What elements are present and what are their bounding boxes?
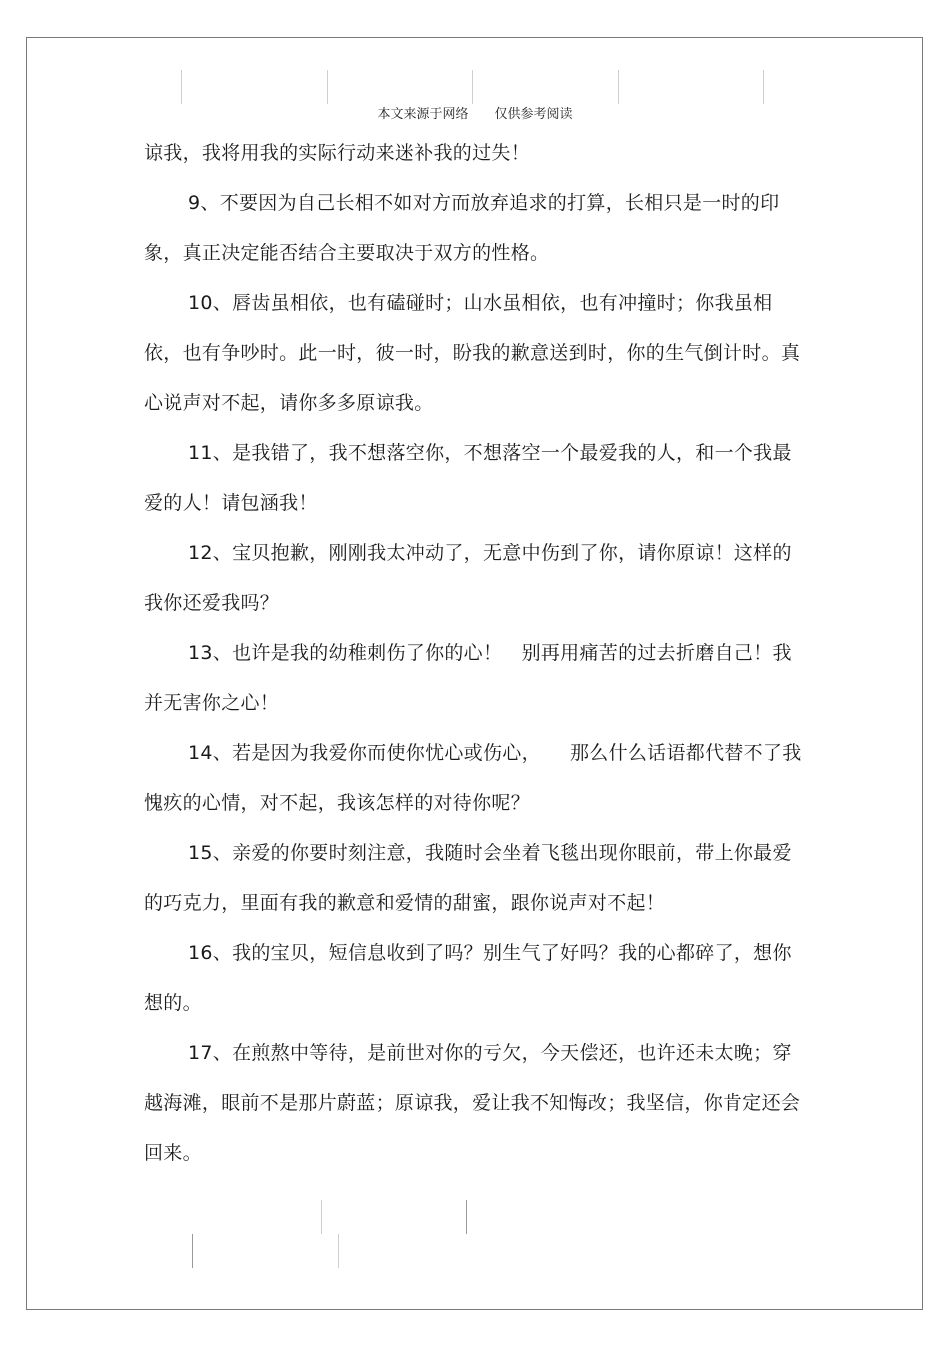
- paragraph: 10、唇齿虽相依，也有磕碰时；山水虽相依，也有冲撞时；你我虽相依，也有争吵时。此一时，彼一时，盼我的歉意送到时，你的生气倒计时。真心说声对不起，请你多多原谅我。: [144, 292, 801, 414]
- paragraph: 14、若是因为我爱你而使你忧心或伤心， 那么什么话语都代替不了我愧疚的心情，对不起，我该怎样的对待你呢？: [144, 742, 802, 814]
- decorative-rule: [763, 70, 764, 104]
- decorative-rule: [466, 1200, 467, 1234]
- paragraph: 11、是我错了，我不想落空你，不想落空一个最爱我的人，和一个我最爱的人！请包涵我！: [144, 442, 792, 514]
- paragraph: 17、在煎熬中等待，是前世对你的亏欠，今天偿还，也许还未太晚；穿越海滩，眼前不是那片蔚蓝；原谅我，爱让我不知悔改；我坚信，你肯定还会回来。: [144, 1042, 801, 1164]
- decorative-rule: [472, 70, 473, 104]
- reference-note: 仅供参考阅读: [494, 107, 573, 122]
- paragraph: 16、我的宝贝，短信息收到了吗？别生气了好吗？我的心都碎了，想你想的。: [144, 942, 792, 1014]
- page-header: [0, 103, 950, 122]
- document-body: [144, 128, 804, 1178]
- paragraph: 15、亲爱的你要时刻注意，我随时会坐着飞毯出现你眼前，带上你最爱的巧克力，里面有我的歉意和爱情的甜蜜，跟你说声对不起！: [144, 842, 792, 914]
- decorative-rule: [321, 1200, 322, 1234]
- decorative-rule: [327, 70, 328, 104]
- decorative-rule: [181, 70, 182, 104]
- paragraph: 9、不要因为自己长相不如对方而放弃追求的打算，长相只是一时的印象，真正决定能否结合主要取决于双方的性格。: [144, 192, 780, 264]
- source-note: 本文来源于网络: [377, 107, 469, 122]
- decorative-rule: [338, 1234, 339, 1268]
- paragraph: 12、宝贝抱歉，刚刚我太冲动了，无意中伤到了你，请你原谅！这样的我你还爱我吗？: [144, 542, 792, 614]
- paragraph: 13、也许是我的幼稚刺伤了你的心！ 别再用痛苦的过去折磨自己！我并无害你之心！: [144, 642, 792, 714]
- decorative-rule: [192, 1234, 193, 1268]
- paragraph: 谅我，我将用我的实际行动来迷补我的过失！: [144, 142, 531, 164]
- decorative-rule: [618, 70, 619, 104]
